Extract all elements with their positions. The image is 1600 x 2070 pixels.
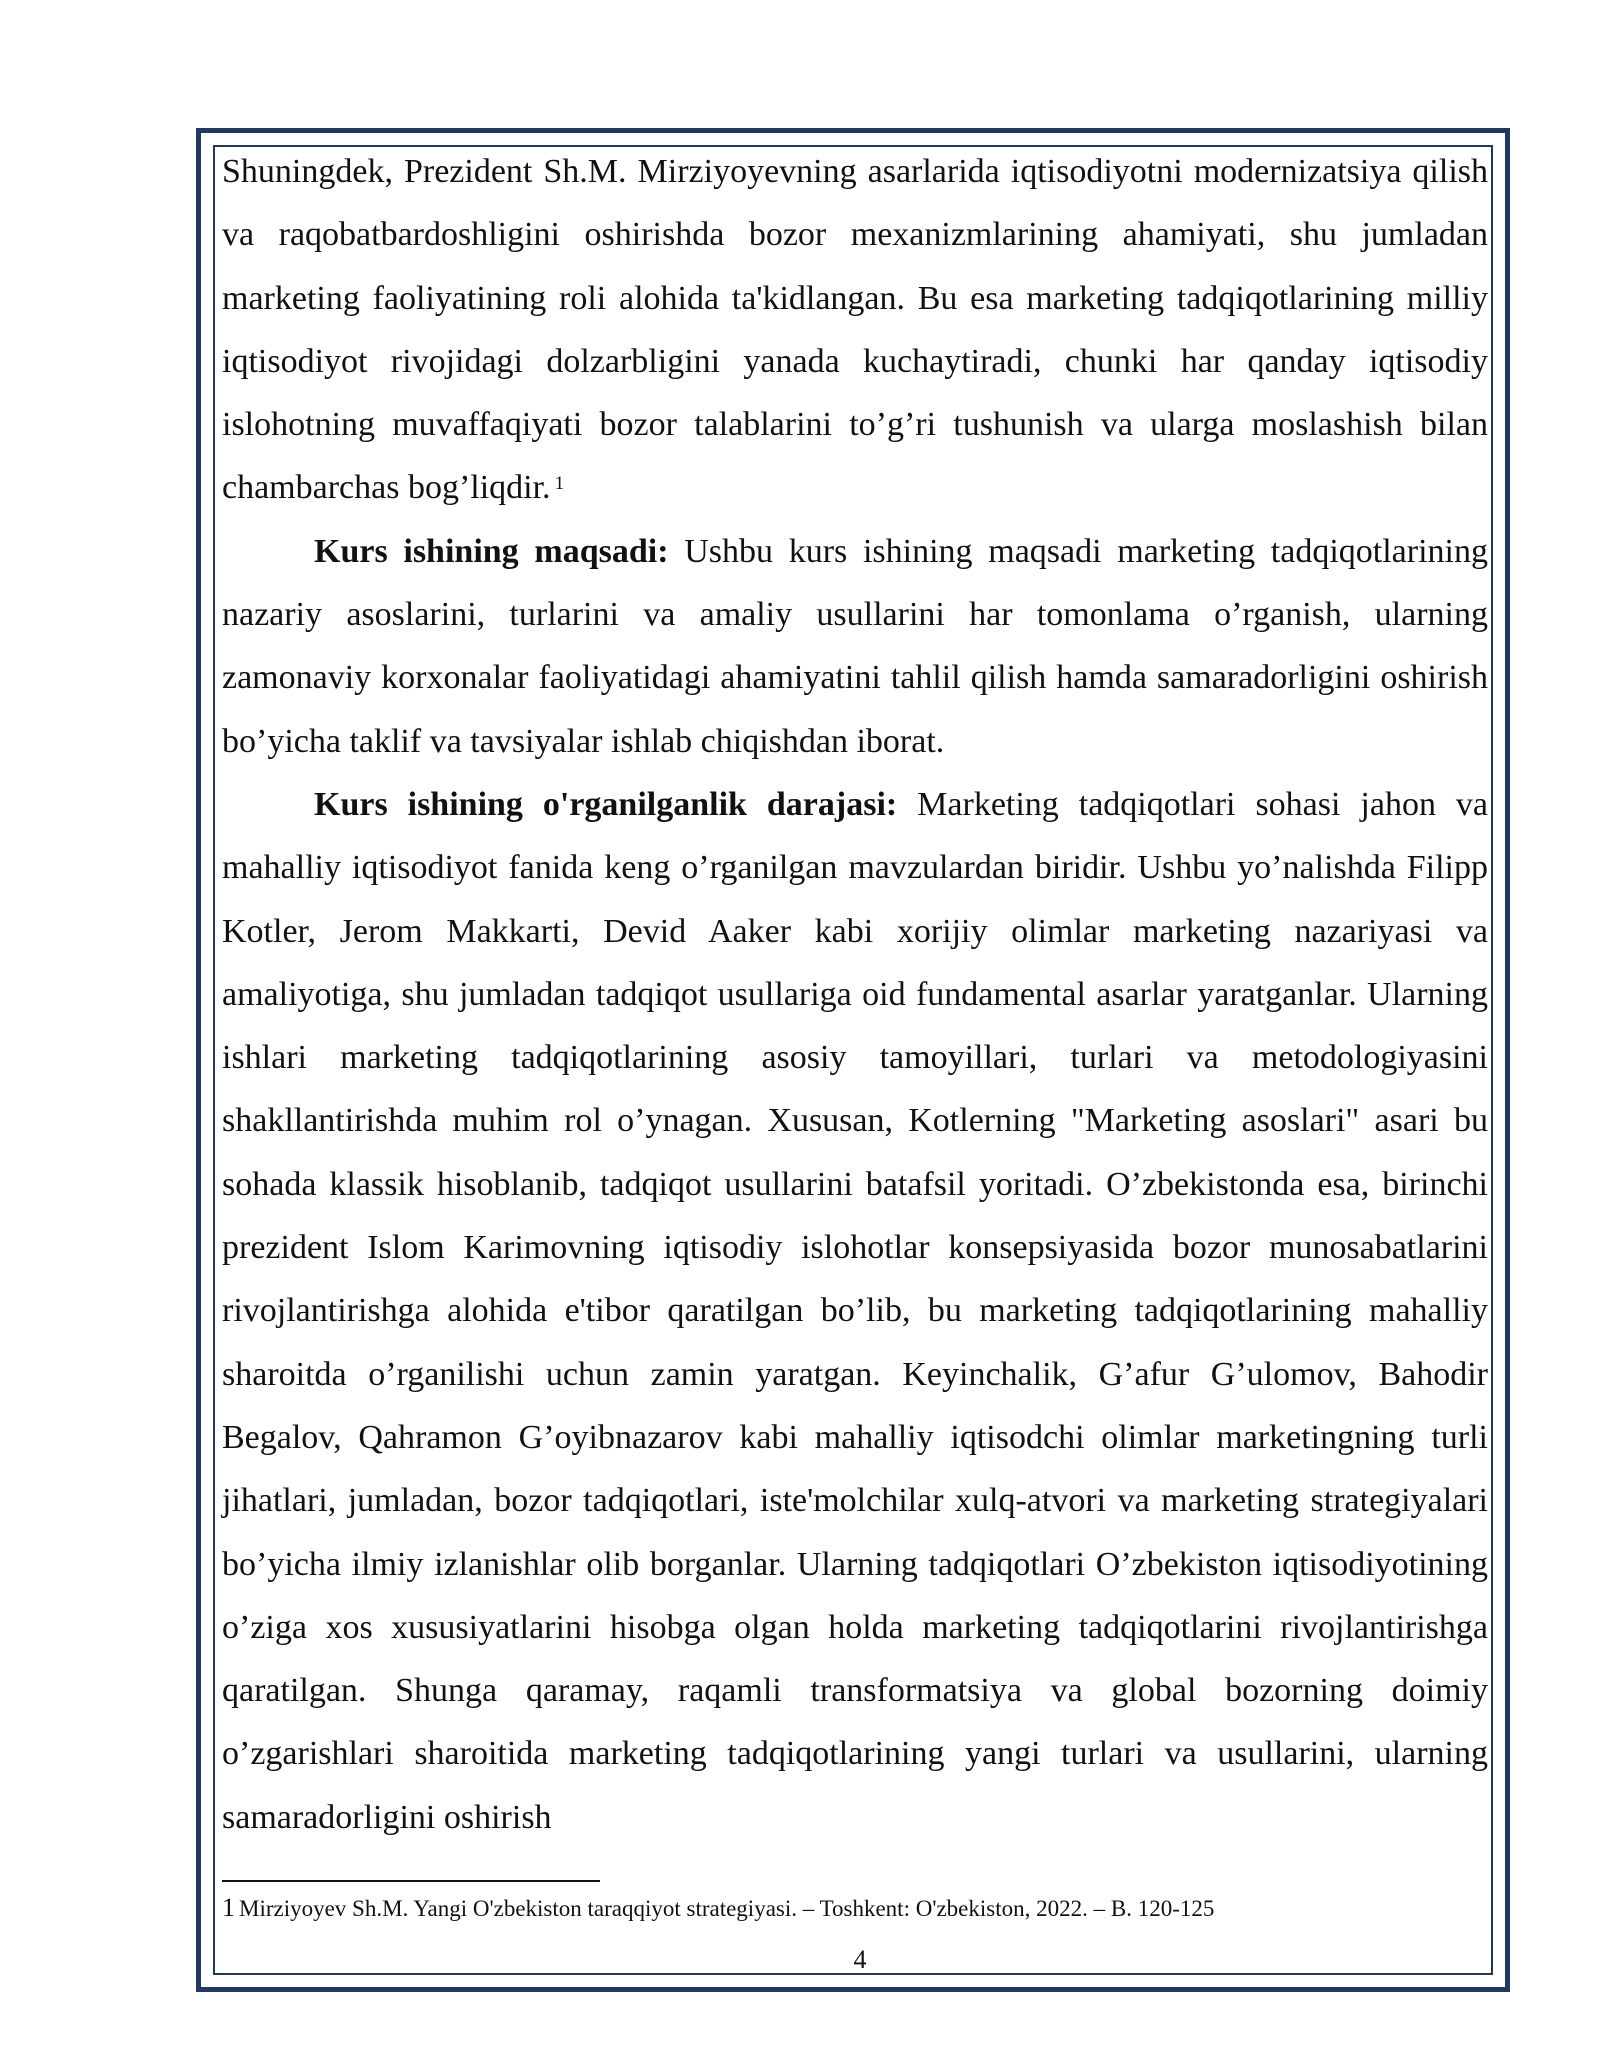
footnote-number: 1	[222, 1893, 235, 1922]
footnote	[222, 1893, 1422, 1923]
paragraph-intro-text: Shuningdek, Prezident Sh.M. Mirziyoyevning asarlarida iqtisodiyotni modernizatsiya qilish va raqobatbardoshligini oshirishda bozor mexanizmlarining ahamiyati, shu jumladan marketing faoliyatining roli alohida ta'kidlangan. Bu esa marketing tadqiqotlarining milliy iqtisodiyot rivojidagi dolzarbligini yanada kuchaytiradi, chunki har qanday iqtisodiy islohotning muvaffaqiyati bozor talablarini to’g’ri tushunish va ularga moslashish bilan chambarchas bog’liqdir.	[222, 153, 1488, 507]
footnote-separator	[222, 1880, 600, 1882]
study-level-text: Marketing tadqiqotlari sohasi jahon va mahalliy iqtisodiyot fanida keng o’rganilgan mavzulardan biridir. Ushbu yo’nalishda Filipp Kotler, Jerom Makkarti, Devid Aaker kabi xorijiy olimlar marketing nazariyasi va amaliyotiga, shu jumladan tadqiqot usullariga oid fundamental asarlar yaratganlar. Ularning ishlari marketing tadqiqotlarining asosiy tamoyillari, turlari va metodologiyasini shakllantirishda muhim rol o’ynagan. Xususan, Kotlerning "Marketing asoslari" asari bu sohada klassik hisoblanib, tadqiqot usullarini batafsil yoritadi. O’zbekistonda esa, birinchi prezident Islom Karimovning iqtisodiy islohotlar konsepsiyasida bozor munosabatlarini rivojlantirishga alohida e'tibor qaratilgan bo’lib, bu marketing tadqiqotlarining mahalliy sharoitda o’rganilishi uchun zamin yaratgan. Keyinchalik, G’afur G’ulomov, Bahodir Begalov, Qahramon G’oyibnazarov kabi mahalliy iqtisodchi olimlar marketingning turli jihatlari, jumladan, bozor tadqiqotlari, iste'molchilar xulq-atvori va marketing strategiyalari bo’yicha ilmiy izlanishlar olib borganlar. Ularning tadqiqotlari O’zbekiston iqtisodiyotining o’ziga xos xususiyatlarini hisobga olgan holda marketing tadqiqotlarini rivojlantirishga qaratilgan. Shunga qaramay, raqamli transformatsiya va global bozorning doimiy o’zgarishlari sharoitida marketing tadqiqotlarining yangi turlari va usullarini, ularning samaradorligini oshirish	[222, 785, 1488, 1836]
study-level-heading: Kurs ishining o'rganilganlik darajasi:	[314, 785, 898, 823]
goal-heading: Kurs ishining maqsadi:	[314, 532, 669, 570]
paragraph-goal	[222, 520, 1488, 773]
paragraph-intro	[222, 140, 1488, 520]
goal-text: Ushbu kurs ishining maqsadi marketing tadqiqotlarining nazariy asoslarini, turlarini va amaliy usullarini har tomonlama o’rganish, ularning zamonaviy korxonalar faoliyatidagi ahamiyatini tahlil qilish hamda samaradorligini oshirish bo’yicha taklif va tavsiyalar ishlab chiqishdan iborat.	[222, 532, 1488, 760]
page-number: 4	[853, 1945, 867, 1974]
paragraph-study-level	[222, 773, 1488, 1849]
page-body	[222, 140, 1488, 1849]
footnote-reference: 1	[554, 473, 565, 495]
footnote-text: Mirziyoyev Sh.M. Yangi O'zbekiston taraqqiyot strategiyasi. – Toshkent: O'zbekiston, 2022. – B. 120-125	[239, 1896, 1215, 1921]
